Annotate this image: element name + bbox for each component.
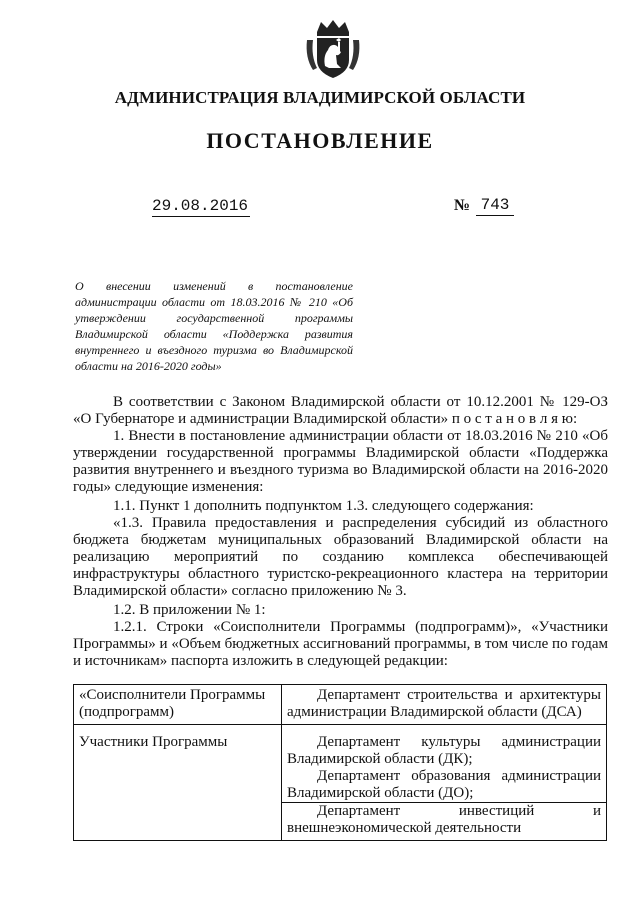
item-1-1-paragraph: 1.1. Пункт 1 дополнить подпунктом 1.3. следующего содержания: <box>113 498 534 514</box>
table-cell-label: «Соисполнители Программы (подпрограмм) <box>74 685 282 725</box>
document-number: 743 <box>476 196 514 216</box>
table-cell-value <box>282 725 607 841</box>
table-cell-text: Департамент инвестиций и внешнеэкономической деятельности <box>282 802 606 837</box>
document-type: ПОСТАНОВЛЕНИЕ <box>206 128 434 153</box>
passport-table <box>73 684 607 841</box>
document-body <box>73 394 608 670</box>
item-1-2-paragraph: 1.2. В приложении № 1: <box>113 602 266 618</box>
table-cell-text: Департамент строительства и архитектуры администрации Владимирской области (ДСА) <box>287 687 601 720</box>
table-cell-text: Департамент образования администрации Владимирской области (ДО); <box>287 768 601 801</box>
preamble-paragraph: В соответствии с Законом Владимирской области от 10.12.2001 № 129-ОЗ «О Губернаторе и администрации Владимирской области» п о с т а н о в л я ю: <box>73 394 608 427</box>
document-date: 29.08.2016 <box>152 197 249 215</box>
item-1-2-1-paragraph: 1.2.1. Строки «Соисполнители Программы (подпрограмм)», «Участники Программы» и «Объем бюджетных ассигнований программы, в том числе по годам и источникам» паспорта изложить в следующей редакции: <box>73 619 608 669</box>
table-row <box>74 685 607 725</box>
table-row <box>74 725 607 841</box>
table-cell-text: Департамент культуры администрации Владимирской области (ДК); <box>287 734 601 767</box>
document-subject: О внесении изменений в постановление администрации области от 18.03.2016 № 210 «Об утверждении государственной программы Владимирской области «Поддержка развития внутреннего и въездного туризма во Владимирской области на 2016-2020 годы» <box>75 279 353 373</box>
organization-title: АДМИНИСТРАЦИЯ ВЛАДИМИРСКОЙ ОБЛАСТИ <box>114 88 526 107</box>
number-label: № <box>454 197 471 214</box>
item-1-paragraph: 1. Внести в постановление администрации области от 18.03.2016 № 210 «Об утверждении государственной программы Владимирской области «Поддержка развития внутреннего и въездного туризма во Владимирской области на 2016-2020 годы» следующие изменения: <box>73 428 608 495</box>
item-1-1-text-paragraph: «1.3. Правила предоставления и распределения субсидий из областного бюджета бюджетам муниципальных образований Владимирской области на реализацию мероприятий по созданию комплекса обеспечивающей инфраструктуры областного туристско-рекреационного кластера на территории Владимирской области» согласно приложению № 3. <box>73 515 608 599</box>
coat-of-arms-icon <box>303 18 363 80</box>
table-cell-label: Участники Программы <box>74 725 282 841</box>
table-cell-value <box>282 685 607 725</box>
